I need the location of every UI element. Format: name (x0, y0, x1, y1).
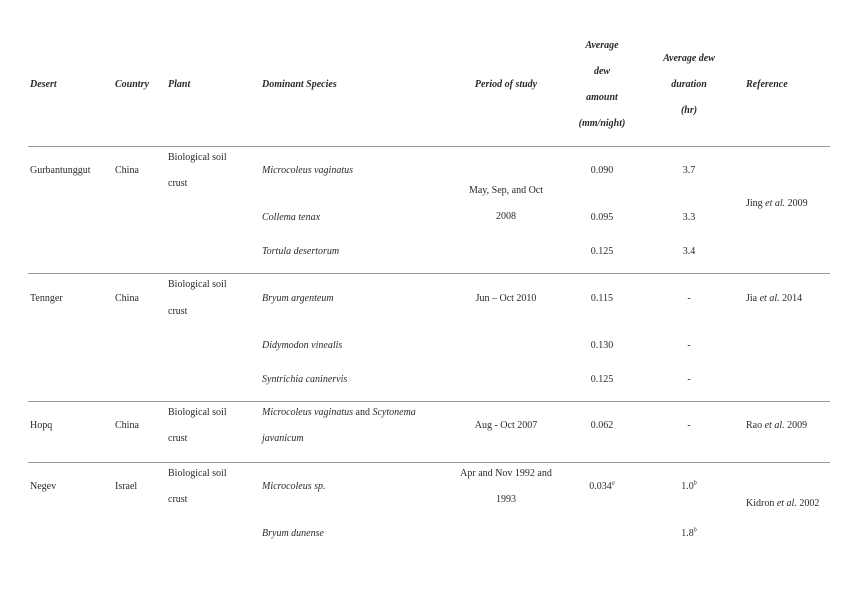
rule-tennger (28, 401, 830, 402)
reference-author: Rao (746, 420, 763, 431)
cell-species-line1 (262, 406, 416, 419)
cell-period-line2: 1993 (496, 494, 516, 505)
cell-period: Aug - Oct 2007 (474, 420, 538, 431)
cell-species-2: Bryum dunense (262, 528, 324, 539)
cell-amount-1: 0.115 (590, 293, 614, 304)
cell-country: China (115, 293, 139, 304)
species-part1: Microcoleus vaginatus (262, 407, 354, 418)
cell-plant-line2: crust (168, 433, 188, 444)
cell-plant-line1: Biological soil (168, 152, 227, 163)
cell-duration-1: - (687, 293, 691, 304)
cell-species-2: Collema tenax (262, 212, 321, 223)
reference-year: 2014 (782, 293, 803, 304)
cell-reference (746, 419, 807, 432)
cell-plant-line2: crust (168, 494, 188, 505)
cell-plant-line1: Biological soil (168, 468, 227, 479)
cell-period-line2: 2008 (496, 211, 516, 222)
header-duration-line1: Average dew (663, 53, 715, 64)
cell-duration-1 (681, 480, 697, 493)
cell-duration-2 (681, 527, 697, 540)
cell-period: Jun – Oct 2010 (475, 293, 537, 304)
duration-value: 1.0 (681, 481, 694, 492)
cell-species-1: Bryum argenteum (262, 293, 334, 304)
header-period: Period of study (474, 79, 538, 90)
header-country: Country (115, 79, 149, 90)
amount-value: 0.034 (589, 481, 612, 492)
cell-duration: - (687, 420, 691, 431)
cell-reference (746, 292, 802, 305)
reference-author: Jing (746, 198, 763, 209)
species-part2: Scytonema (372, 407, 416, 418)
cell-duration-2: 3.3 (682, 212, 696, 223)
reference-author: Jia (746, 293, 758, 304)
cell-amount: 0.062 (590, 420, 614, 431)
cell-species-line2: javanicum (262, 433, 304, 444)
cell-desert: Gurbantunggut (30, 165, 91, 176)
cell-desert: Tennger (30, 293, 63, 304)
cell-country: China (115, 165, 139, 176)
cell-amount (589, 480, 615, 493)
cell-period-line1: May, Sep, and Oct (468, 185, 544, 196)
cell-species-3: Syntrichia caninervis (262, 374, 348, 385)
header-reference: Reference (746, 79, 788, 90)
header-amount-line3: amount (586, 92, 618, 103)
footnote-marker: b (693, 480, 697, 487)
cell-plant-line1: Biological soil (168, 407, 227, 418)
cell-amount-3: 0.125 (590, 246, 614, 257)
duration-value: 1.8 (681, 528, 694, 539)
cell-reference (746, 197, 808, 210)
cell-duration-3: - (687, 374, 691, 385)
cell-desert: Negev (30, 481, 57, 492)
reference-etal: et al. (765, 198, 786, 209)
cell-plant-line2: crust (168, 178, 188, 189)
cell-amount-3: 0.125 (590, 374, 614, 385)
cell-reference (746, 497, 819, 510)
cell-duration-3: 3.4 (682, 246, 696, 257)
header-plant: Plant (168, 79, 191, 90)
header-amount-line2: dew (593, 66, 611, 77)
cell-amount-1: 0.090 (590, 165, 614, 176)
reference-year: 2009 (787, 198, 808, 209)
cell-species-1: Microcoleus vaginatus (262, 165, 354, 176)
footnote-marker: a (611, 480, 615, 487)
cell-amount-2: 0.095 (590, 212, 614, 223)
reference-author: Kidron (746, 498, 775, 509)
header-duration-line3: (hr) (680, 105, 698, 116)
cell-country: China (115, 420, 139, 431)
cell-species-3: Tortula desertorum (262, 246, 340, 257)
reference-etal: et al. (776, 498, 797, 509)
cell-plant-line2: crust (168, 306, 188, 317)
header-desert: Desert (30, 79, 57, 90)
rule-gurbantunggut (28, 273, 830, 274)
cell-country: Israel (115, 481, 138, 492)
reference-etal: et al. (764, 420, 785, 431)
cell-plant-line1: Biological soil (168, 279, 227, 290)
cell-duration-1: 3.7 (682, 165, 696, 176)
cell-species-2: Didymodon vinealis (262, 340, 343, 351)
header-amount-line4: (mm/night) (578, 118, 626, 129)
reference-year: 2002 (799, 498, 820, 509)
header-duration-line2: duration (671, 79, 707, 90)
rule-hopq (28, 462, 830, 463)
header-amount-line1: Average (585, 40, 619, 51)
reference-year: 2009 (787, 420, 808, 431)
cell-species-1: Microcoleus sp. (262, 481, 326, 492)
rule-header (28, 146, 830, 147)
header-species: Dominant Species (262, 79, 337, 90)
reference-etal: et al. (759, 293, 780, 304)
cell-amount-2: 0.130 (590, 340, 614, 351)
cell-duration-2: - (687, 340, 691, 351)
cell-desert: Hopq (30, 420, 53, 431)
footnote-marker: b (693, 527, 697, 534)
cell-period-line1: Apr and Nov 1992 and (460, 468, 552, 479)
species-and: and (355, 407, 370, 418)
